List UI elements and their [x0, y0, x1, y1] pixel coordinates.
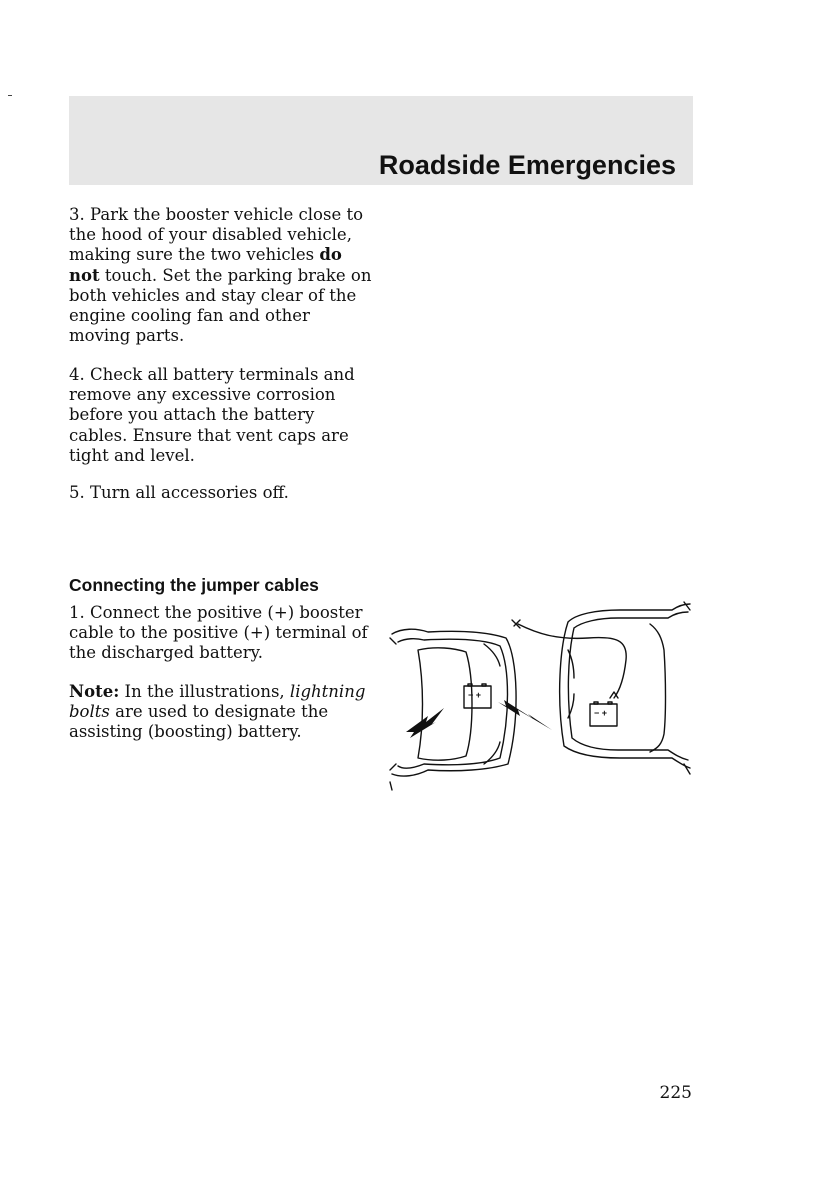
page-number: 225 — [659, 1083, 692, 1103]
step-4-text: 4. Check all battery terminals and remove any excessive corrosion before you attach the battery cables. Ensure that vent caps are tight and level. — [69, 365, 355, 465]
note-text-a: In the illustrations, — [119, 682, 290, 701]
booster-vehicle — [560, 602, 690, 774]
subsection-heading: Connecting the jumper cables — [69, 575, 319, 595]
step-4-paragraph — [69, 365, 374, 466]
step-5-text: 5. Turn all accessories off. — [69, 483, 289, 502]
section-header-band — [69, 96, 693, 185]
margin-mark — [8, 95, 12, 96]
connect-step-1-text: 1. Connect the positive (+) booster cable to the positive (+) terminal of the discharged battery. — [69, 603, 368, 663]
battery-right-label: − + — [594, 708, 608, 718]
lightning-bolt-left-icon — [406, 708, 444, 738]
step-3-text-a: 3. Park the booster vehicle close to the hood of your disabled vehicle, making sure the two vehicles — [69, 205, 364, 265]
step-3-text-b: touch. Set the parking brake on both vehicles and stay clear of the engine cooling fan and other moving parts. — [69, 265, 372, 346]
step-3-emphasis: do not — [69, 245, 342, 285]
note-label: Note: — [69, 682, 120, 701]
note-paragraph — [69, 682, 374, 743]
step-5-paragraph — [69, 483, 374, 503]
disabled-vehicle — [390, 629, 516, 790]
note-text-b: are used to designate the assisting (boosting) battery. — [69, 702, 329, 742]
step-3-paragraph — [69, 205, 374, 346]
note-italic-text: lightning bolts — [69, 682, 366, 722]
connect-step-1-paragraph — [69, 603, 374, 664]
section-title: Roadside Emergencies — [378, 150, 676, 180]
battery-left-label: − + — [468, 690, 482, 700]
jumper-cable-illustration — [388, 598, 693, 793]
